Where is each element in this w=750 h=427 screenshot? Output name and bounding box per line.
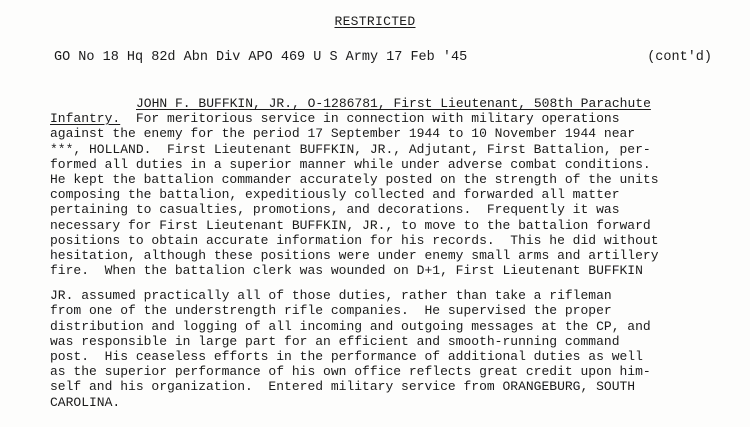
citation-line: fire. When the battalion clerk was wounded on D+1, First Lieutenant BUFFKIN	[50, 263, 643, 279]
citation-recipient: JOHN F. BUFFKIN, JR., O-1286781, First Lieutenant, 508th Parachute	[136, 96, 651, 111]
citation-text: For meritorious service in connection with military operations	[120, 111, 620, 127]
citation-line: He kept the battalion commander accurately posted on the strength of the units	[50, 171, 659, 187]
continued-marker: (cont'd)	[647, 50, 712, 65]
citation-line: post. His ceaseless efforts in the performance of additional duties as well	[50, 349, 643, 364]
citation-line: pertaining to casualties, promotions, and decorations. Frequently it was	[50, 202, 620, 218]
citation-line: necessary for First Lieutenant BUFFKIN, JR., to move to the battalion forward	[50, 217, 651, 233]
citation-line: hesitation, although these positions were under enemy small arms and artillery	[50, 247, 659, 263]
citation-line: against the enemy for the period 17 September 1944 to 10 November 1944 near	[50, 126, 636, 142]
general-order-header: GO No 18 Hq 82d Abn Div APO 469 U S Army 17 Feb '45	[54, 50, 468, 65]
citation-line: as the superior performance of his own office reflects great credit upon him-	[50, 364, 651, 380]
citation-line: composing the battalion, expeditiously collected and forwarded all matter	[50, 187, 620, 203]
citation-line: CAROLINA.	[50, 394, 121, 410]
citation-line: JR. assumed practically all of those duties, rather than take a rifleman	[50, 288, 612, 304]
citation-line: formed all duties in a superior manner while under adverse combat conditions.	[50, 156, 651, 172]
citation-line: from one of the understrength rifle companies. He supervised the proper	[50, 303, 612, 319]
citation-line: self and his organization. Entered military service from ORANGEBURG, SOUTH	[50, 379, 636, 395]
classification-label: RESTRICTED	[334, 14, 416, 29]
citation-line: distribution and logging of all incoming and outgoing messages at the CP, and	[50, 318, 651, 334]
citation-line: positions to obtain accurate information for his records. This he did without	[50, 232, 659, 248]
classification-marking	[0, 14, 750, 29]
citation-unit: Infantry.	[50, 111, 121, 127]
citation-line	[50, 111, 730, 126]
paragraph-gap	[80, 278, 730, 288]
citation-line: ***, HOLLAND. First Lieutenant BUFFKIN, JR., Adjutant, First Battalion, per-	[50, 141, 651, 157]
citation-line: was responsible in large part for an efficient and smooth-running command	[50, 333, 620, 349]
citation-paragraph	[50, 96, 730, 410]
